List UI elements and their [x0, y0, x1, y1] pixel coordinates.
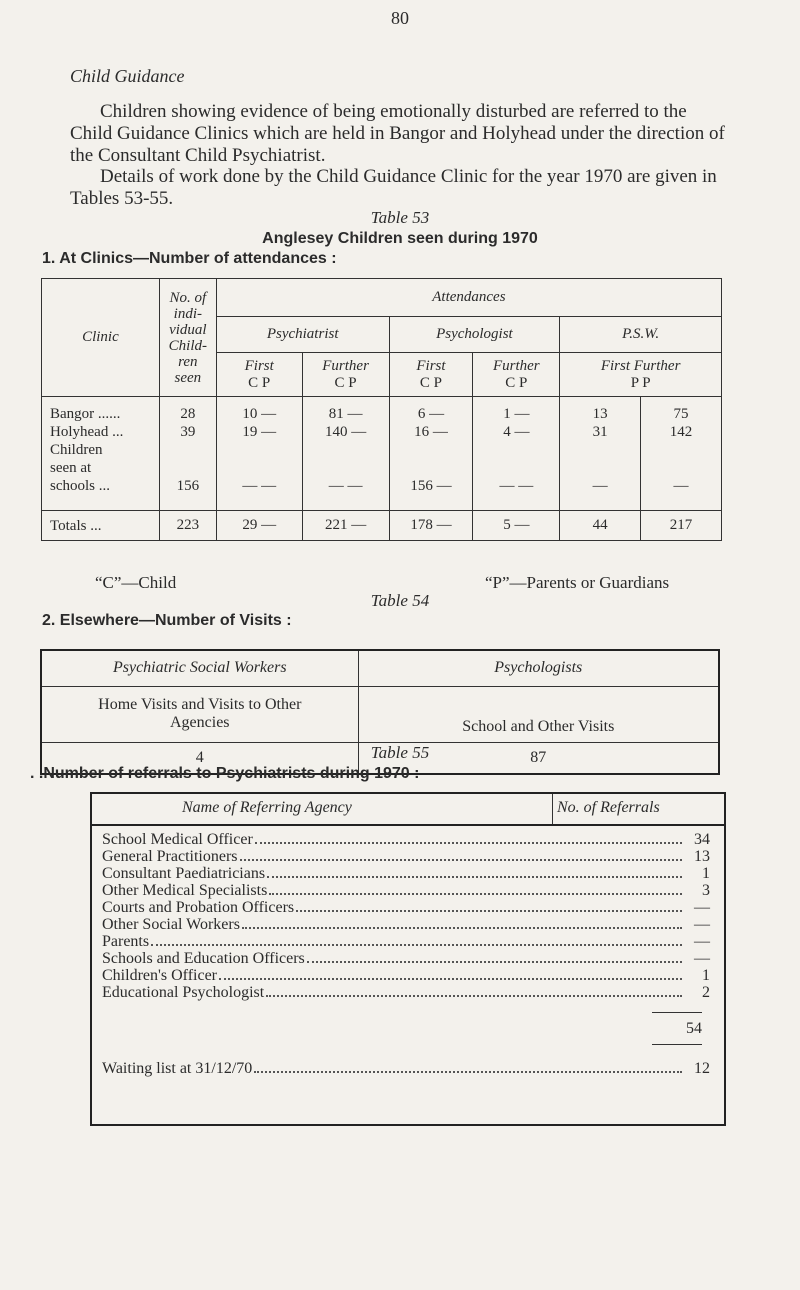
waiting-list-row: Waiting list at 31/12/70 12 [102, 1060, 710, 1077]
psychologist-first-header: First C P [389, 353, 473, 397]
psychologist-further-header: Further C P [473, 353, 560, 397]
list-item: School Medical Officer 34 [102, 831, 710, 848]
table-53-title: Anglesey Children seen during 1970 [262, 230, 538, 247]
list-item: Schools and Education Officers — [102, 950, 710, 967]
legend-child: “C”—Child [95, 573, 177, 592]
list-item: Parents — [102, 933, 710, 950]
psychiatrist-first-header: First C P [216, 353, 302, 397]
referrals-table [90, 792, 726, 1126]
legend-parents: “P”—Parents or Guardians [485, 573, 670, 592]
psw-visit-count: 4 [41, 742, 358, 774]
table-54-caption: Table 54 [370, 591, 430, 610]
attendances-header: Attendances [216, 279, 721, 317]
list-item: Other Medical Specialists 3 [102, 882, 710, 899]
psychiatrist-further-header: Further C P [302, 353, 389, 397]
total-rule-bottom [652, 1044, 702, 1045]
psw-header: P.S.W. [560, 317, 722, 353]
referrals-total: 54 [686, 1020, 702, 1037]
psychiatrist-header: Psychiatrist [216, 317, 389, 353]
list-item: Other Social Workers — [102, 916, 710, 933]
individual-children-header: No. of indi- vidual Child- ren seen [159, 279, 216, 397]
psychologist-visit-type: School and Other Visits [358, 686, 719, 742]
clinic-header: Clinic [42, 279, 160, 397]
details-paragraph: Details of work done by the Child Guidance Clinic for the year 1970 are given in Tables 53-55. [70, 166, 717, 209]
intro-paragraph: Children showing evidence of being emotionally disturbed are referred to the Child Guidance Clinics which are held in Bangor and Holyhead under the direction of the Consultant Child Psychiatrist. [70, 101, 725, 166]
list-item: General Practitioners 13 [102, 848, 710, 865]
table-53-caption: Table 53 [370, 208, 430, 227]
table-55-caption: Table 55 [370, 743, 430, 762]
header-divider [552, 794, 553, 824]
referrals-column-header: No. of Referrals [557, 799, 660, 816]
list-item: Courts and Probation Officers — [102, 899, 710, 916]
psw-column-header: Psychiatric Social Workers [41, 650, 358, 686]
psw-first-further-header: First Further P P [560, 353, 722, 397]
list-item: Educational Psychologist 2 [102, 984, 710, 1001]
agency-column-header: Name of Referring Agency [182, 799, 352, 816]
psychologist-header: Psychologist [389, 317, 560, 353]
table-53-item: 1. At Clinics—Number of attendances : [42, 250, 337, 267]
attendances-table [41, 278, 722, 541]
list-item: Consultant Paediatricians 1 [102, 865, 710, 882]
section-title: Child Guidance [70, 66, 185, 86]
psychologists-column-header: Psychologists [358, 650, 719, 686]
psw-visit-type: Home Visits and Visits to Other Agencies [41, 686, 358, 742]
total-rule [652, 1012, 702, 1013]
table-row: Bangor ...... Holyhead ... Children seen at schools ... 28 39 156 10 — 19 — — — 81 — 140 — — — 6 — 16 — 156 — 1 — 4 — — — 13 31 — 75 142 — [42, 397, 722, 511]
psychologist-visit-count: 87 [358, 742, 719, 774]
referrals-table-header [92, 794, 724, 826]
page-number: 80 [391, 8, 409, 28]
totals-row: Totals ... 223 29 — 221 — 178 — 5 — 44 217 [42, 511, 722, 541]
table-54-item: 2. Elsewhere—Number of Visits : [42, 612, 292, 629]
table-55-item: . .Number of referrals to Psychiatrists during 1970 : [30, 765, 420, 782]
list-item: Children's Officer 1 [102, 967, 710, 984]
